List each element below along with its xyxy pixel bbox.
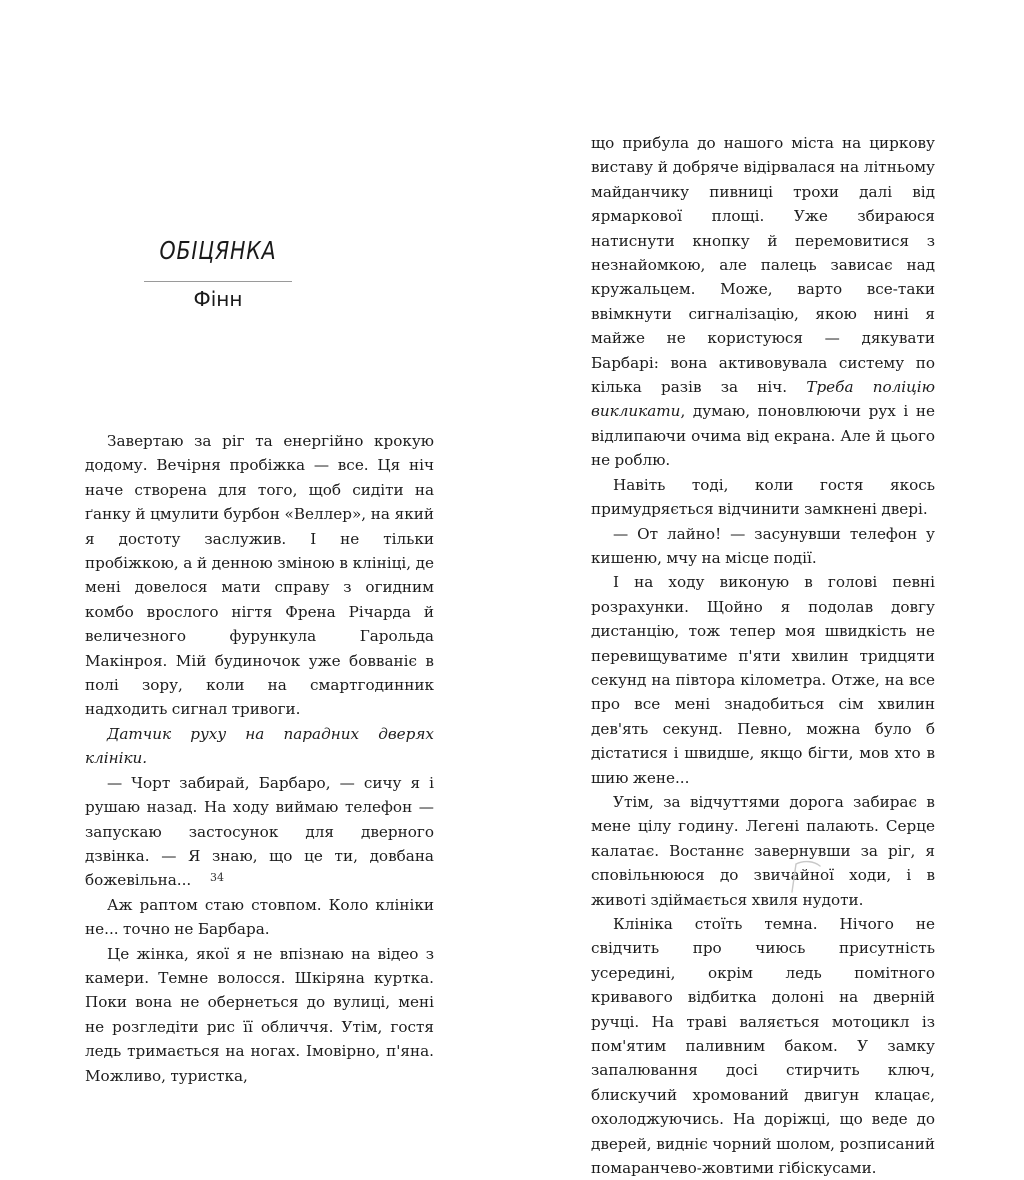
left-page-text (85, 429, 434, 1088)
paragraph: Утім, за відчуттями дорога забирає в мене цілу годину. Легені палають. Серце калатає. Востаннє завернувши за ріг, я сповільнююся до звичайної ходи, і в животі здіймається хвиля нудоти. (591, 792, 935, 909)
page-number: 34 (210, 871, 224, 884)
paragraph: І на ходу виконую в голові певні розрахунки. Щойно я подолав довгу дистанцію, тож тепер моя швидкість не перевищуватиме п'яти хвилин тридцяти секунд на півтора кілометра. Отже, на все про все мені знадобиться сім хвилин дев'ять секунд. Певно, можна було б дістатися і швидше, якщо бігти, мов хто в шию жене... (591, 573, 935, 787)
paragraph-tail: , думаю, поновлюючи рух і не відлипаючи очима від екрана. Але й цього не роблю. (591, 402, 935, 470)
end-mark-icon (784, 856, 834, 896)
right-page (512, 0, 1024, 1178)
paragraph: Це жінка, якої я не впізнаю на відео з камери. Темне волосся. Шкіряна куртка. Поки вона не обернеться до вулиці, мені не розгледіти рис її обличчя. Утім, гостя ледь тримається на ногах. Імовірно, п'яна. Можливо, туристка, (85, 944, 434, 1085)
left-page (0, 0, 512, 1085)
paragraph: Аж раптом стаю стовпом. Коло клініки не... точно не Барбара. (85, 895, 434, 939)
paragraph: — Чорт забирай, Барбаро, — сичу я і рушаю назад. На ходу виймаю телефон — запускаю застосунок для дверного дзвінка. — Я знаю, що це ти, довбана божевільна... (85, 773, 434, 890)
chapter-divider (144, 281, 292, 282)
paragraph: Клініка стоїть темна. Нічого не свідчить про чиюсь присутність усередині, окрім ледь помітного кривавого відбитка долоні на дверній ручці. На траві валяється мотоцикл із пом'ятим паливним баком. У замку запалювання досі стирчить ключ, блискучий хромований двигун клацає, охолоджуючись. На доріжці, що веде до дверей, видніє чорний шолом, розписаний помаранчево-жовтими гібіскусами. (591, 915, 935, 1178)
italic-thought: Треба поліцію викликати (591, 378, 935, 421)
paragraph: — От лайно! — засунувши телефон у кишеню, мчу на місце події. (591, 524, 935, 567)
right-page-text (591, 131, 935, 1180)
chapter-title: ОБІЦЯНКА (159, 236, 277, 265)
paragraph (591, 131, 935, 473)
paragraph-lead: що прибула до нашого міста на циркову виставу й добряче відірвалася на літньому майданчику пивниці трохи далі від ярмаркової площі. Уже збираюся натиснути кнопку й перемовитися з незнайомкою, але палець зависає над кружальцем. Може, варто все-таки ввімкнути сигналізацію, якою нині я майже не користуюся — дякувати Барбарі: вона активовувала систему по кілька разів за ніч. (591, 134, 935, 397)
paragraph: Навіть тоді, коли гостя якось примудряється відчинити замкнені двері. (591, 475, 935, 519)
paragraph: Завертаю за ріг та енергійно крокую додому. Вечірня пробіжка — все. Ця ніч наче створена для того, щоб сидіти на ґанку й цмулити бурбон «Веллер», на який я достоту заслужив. І не тільки пробіжкою, а й денною зміною в клініці, де мені довелося мати справу з огидним комбо врослого нігтя Френа Річарда й величезного фурункула Гарольда Макінроя. Мій будиночок уже бовваніє в полі зору, коли на смартгодинник надходить сигнал тривоги. (85, 432, 434, 719)
paragraph: Датчик руху на парадних дверях клініки. (85, 724, 434, 768)
chapter-subtitle: Фінн (193, 287, 243, 311)
